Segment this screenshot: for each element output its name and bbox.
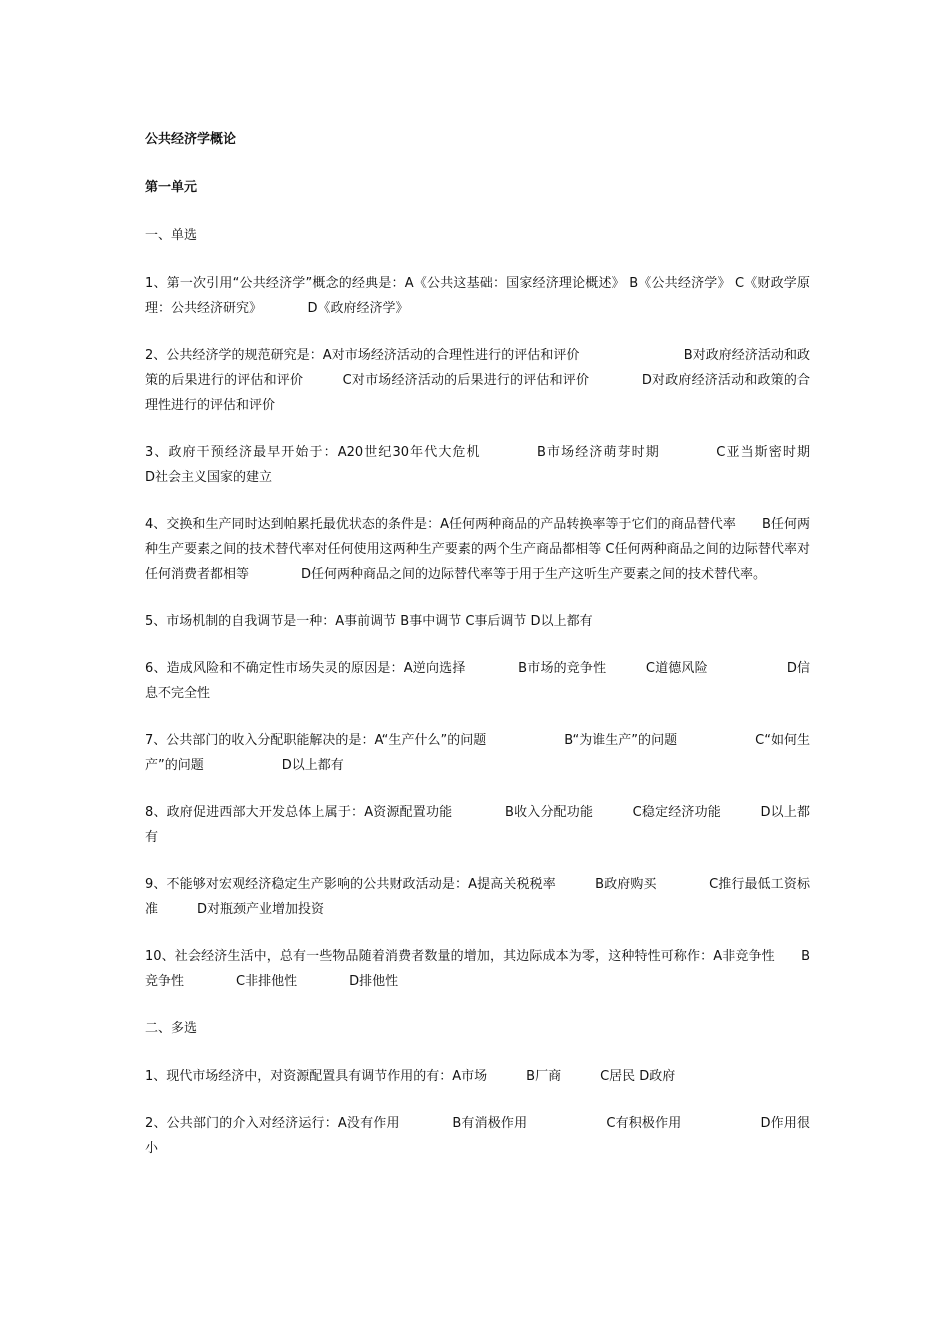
question-item — [145, 944, 810, 994]
document-body — [145, 127, 863, 1183]
question-text: 9、不能够对宏观经济稳定生产影响的公共财政活动是：A提高关税税率 B政府购买 C推行最低工资标准 D对瓶颈产业增加投资 — [145, 877, 810, 917]
section-heading-multiple-choice: 二、多选 — [145, 1021, 198, 1036]
question-text: 8、政府促进西部大开发总体上属于：A资源配置功能 B收入分配功能 C稳定经济功能 D以上都有 — [145, 805, 810, 845]
question-text: 1、现代市场经济中，对资源配置具有调节作用的有：A市场 B厂商 C居民 D政府 — [145, 1069, 676, 1084]
question-item — [145, 609, 810, 634]
question-text: 5、市场机制的自我调节是一种：A事前调节 B事中调节 C事后调节 D以上都有 — [145, 614, 593, 629]
question-text: 2、公共经济学的规范研究是：A对市场经济活动的合理性进行的评估和评价 B对政府经济活动和政策的后果进行的评估和评价 C对市场经济活动的后果进行的评估和评价 D对政府经济活动和政策的合理性进行的评估和评价 — [145, 348, 810, 413]
question-item — [145, 440, 863, 490]
question-text: 3、政府干预经济最早开始于：A20世纪30年代大危机 B市场经济萌芽时期 C亚当斯密时期 D社会主义国家的建立 — [145, 445, 863, 485]
question-item — [145, 512, 810, 587]
question-text: 4、交换和生产同时达到帕累托最优状态的条件是：A任何两种商品的产品转换率等于它们的商品替代率 B任何两种生产要素之间的技术替代率对任何使用这两种生产要素的两个生产商品都相等 C任何两种商品之间的边际替代率对任何消费者都相等 D任何两种商品之间的边际替代率等于用于生产这听生产要素之间的技术替代率。 — [145, 517, 810, 582]
question-item — [145, 872, 810, 922]
question-item — [145, 1111, 810, 1161]
question-text: 1、第一次引用“公共经济学”概念的经典是：A《公共这基础：国家经济理论概述》 B《公共经济学》 C《财政学原理：公共经济研究》 D《政府经济学》 — [145, 276, 810, 316]
question-text: 10、社会经济生活中，总有一些物品随着消费者数量的增加，其边际成本为零，这种特性可称作：A非竞争性 B竞争性 C非排他性 D排他性 — [145, 949, 810, 989]
question-item — [145, 800, 810, 850]
question-item — [145, 343, 810, 418]
unit-heading: 第一单元 — [145, 180, 198, 195]
question-item — [145, 271, 810, 321]
section-heading-single-choice: 一、单选 — [145, 228, 198, 243]
question-text: 6、造成风险和不确定性市场失灵的原因是：A逆向选择 B市场的竞争性 C道德风险 D信息不完全性 — [145, 661, 810, 701]
question-item — [145, 656, 810, 706]
question-item — [145, 1064, 810, 1089]
question-text: 7、公共部门的收入分配职能解决的是：A“生产什么”的问题 B“为谁生产”的问题 C“如何生产”的问题 D以上都有 — [145, 733, 810, 773]
document-title: 公共经济学概论 — [145, 132, 237, 147]
question-item — [145, 728, 810, 778]
question-text: 2、公共部门的介入对经济运行：A没有作用 B有消极作用 C有积极作用 D作用很小 — [145, 1116, 810, 1156]
